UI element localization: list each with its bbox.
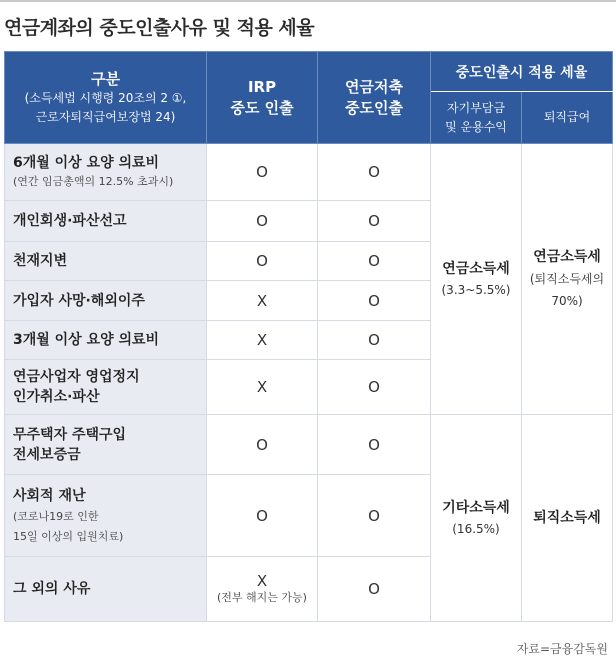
tax-retirement-pension: [522, 144, 613, 415]
header-irp-line2: 중도 인출: [230, 98, 294, 117]
pension-mark: O: [318, 415, 431, 475]
header-tax-retirement: 퇴직급여: [522, 92, 613, 144]
pension-mark: O: [318, 321, 431, 360]
header-irp-line1: IRP: [247, 77, 277, 96]
top-divider: [0, 0, 616, 2]
reason-note-2: 15일 이상의 입원치료): [13, 529, 124, 543]
pension-mark: O: [318, 242, 431, 281]
reason-cell: [5, 360, 207, 415]
header-tax-self: [431, 92, 522, 144]
page-title: 연금계좌의 중도인출사유 및 적용 세율: [4, 17, 315, 39]
tax-self-label: 연금소득세: [442, 261, 510, 277]
reason-cell: [5, 144, 207, 201]
irp-mark: O: [207, 242, 318, 281]
reason-cell: 천재지변: [5, 242, 207, 281]
header-pension-line2: 중도인출: [345, 98, 403, 117]
reason-cell: 3개월 이상 요양 의료비: [5, 321, 207, 360]
irp-mark-note: (전부 해지는 가능): [217, 591, 307, 604]
reason-line2: 인가취소·파산: [13, 389, 100, 405]
header-tax-self-line1: 자기부담금: [447, 100, 505, 115]
header-category-label: 구분: [91, 69, 120, 88]
reason-line1: 무주택자 주택구입: [13, 426, 127, 443]
header-category: [5, 52, 207, 144]
tax-retire-label: 연금소득세: [533, 249, 601, 265]
reason-cell: 개인회생·파산선고: [5, 201, 207, 242]
tax-retire-note-2: 70%): [551, 294, 583, 308]
reason-label: 6개월 이상 요양 의료비: [13, 155, 160, 171]
pension-mark: O: [318, 475, 431, 557]
reason-cell: 그 외의 사유: [5, 557, 207, 622]
reason-cell: [5, 415, 207, 475]
irp-mark-value: X: [256, 572, 268, 590]
tax-self-pension: [431, 144, 522, 415]
reason-line2: 전세보증금: [13, 446, 81, 463]
tax-retirement-retire: [522, 415, 613, 622]
reason-cell: [5, 475, 207, 557]
header-pension-line1: 연금저축: [345, 77, 403, 96]
withdrawal-tax-table: [4, 51, 613, 622]
tax-self-label: 기타소득세: [442, 500, 510, 516]
tax-self-note: (3.3~5.5%): [441, 283, 511, 297]
pension-mark: O: [318, 201, 431, 242]
header-tax-group: 중도인출시 적용 세율: [431, 52, 613, 92]
table-row: [5, 144, 613, 201]
irp-mark: X: [207, 281, 318, 321]
table-row: [5, 415, 613, 475]
reason-note: (연간 임금총액의 12.5% 초과시): [13, 175, 174, 188]
header-tax-self-line2: 및 운용수익: [445, 119, 507, 134]
header-category-note-2: 근로자퇴직급여보장법 24): [35, 109, 176, 124]
source-credit: 자료=금융감독원: [516, 642, 608, 656]
pension-mark: O: [318, 144, 431, 201]
reason-line1: 연금사업자 영업정지: [13, 369, 140, 385]
irp-mark: O: [207, 415, 318, 475]
reason-note-1: (코로나19로 인한: [13, 509, 99, 523]
tax-self-other: [431, 415, 522, 622]
irp-mark: X: [207, 321, 318, 360]
reason-label: 사회적 재난: [13, 487, 86, 504]
irp-mark: O: [207, 475, 318, 557]
irp-mark: [207, 557, 318, 622]
pension-mark: O: [318, 281, 431, 321]
tax-retire-note-1: (퇴직소득세의: [529, 272, 605, 286]
irp-mark: X: [207, 360, 318, 415]
tax-retire-label: 퇴직소득세: [533, 510, 601, 526]
header-pension-savings: [318, 52, 431, 144]
pension-mark: O: [318, 360, 431, 415]
tax-self-note: (16.5%): [452, 522, 500, 536]
header-category-note-1: (소득세법 시행령 20조의 2 ①,: [24, 90, 187, 105]
irp-mark: O: [207, 144, 318, 201]
irp-mark: O: [207, 201, 318, 242]
pension-mark: O: [318, 557, 431, 622]
header-irp: [207, 52, 318, 144]
reason-cell: 가입자 사망·해외이주: [5, 281, 207, 321]
